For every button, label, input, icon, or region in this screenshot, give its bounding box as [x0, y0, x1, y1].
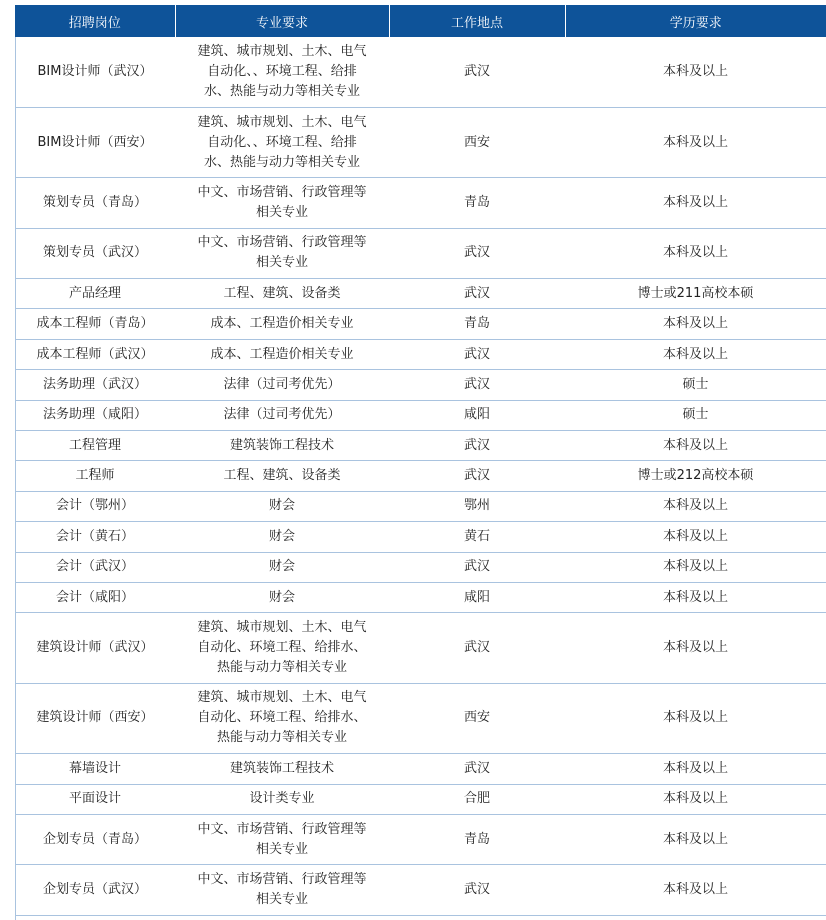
- header-location: 工作地点: [389, 5, 565, 37]
- header-position: 招聘岗位: [15, 5, 175, 37]
- cell-major: 成本、工程造价相关专业: [175, 339, 389, 369]
- cell-position: 法务助理（咸阳）: [15, 400, 175, 430]
- cell-education: 本科及以上: [565, 784, 826, 814]
- cell-major: 法律（过司考优先）: [175, 370, 389, 400]
- table-row: [15, 683, 826, 753]
- cell-major: 建筑装饰工程技术: [175, 754, 389, 784]
- table-row: [15, 339, 826, 369]
- header-row: [15, 5, 826, 37]
- cell-location: 西安: [389, 683, 565, 753]
- cell-education: 本科及以上: [565, 582, 826, 612]
- cell-position: 会计（鄂州）: [15, 491, 175, 521]
- cell-position: 幕墙设计: [15, 754, 175, 784]
- table-row: [15, 784, 826, 814]
- cell-major: 设计类专业: [175, 784, 389, 814]
- cell-education: 本科及以上: [565, 309, 826, 339]
- cell-major: 成本、工程造价相关专业: [175, 309, 389, 339]
- cell-position: 策划专员（武汉）: [15, 228, 175, 278]
- header-major: 专业要求: [175, 5, 389, 37]
- cell-education: 博士或211高校本硕: [565, 279, 826, 309]
- cell-education: 本科及以上: [565, 339, 826, 369]
- cell-major: 法律（过司考优先）: [175, 400, 389, 430]
- cell-location: 武汉: [389, 370, 565, 400]
- cell-major: 财会: [175, 522, 389, 552]
- cell-position: BIM设计师（武汉）: [15, 37, 175, 107]
- table-row: [15, 754, 826, 784]
- cell-education: 本科及以上: [565, 613, 826, 683]
- table-row: [15, 400, 826, 430]
- cell-location: 黄石: [389, 522, 565, 552]
- cell-location: 武汉: [389, 228, 565, 278]
- cell-location: 青岛: [389, 814, 565, 864]
- cell-position: 工程管理: [15, 431, 175, 461]
- recruitment-table: [15, 5, 826, 916]
- cell-education: 硕士: [565, 400, 826, 430]
- cell-education: 本科及以上: [565, 814, 826, 864]
- cell-position: 企划专员（武汉）: [15, 865, 175, 915]
- cell-education: 本科及以上: [565, 491, 826, 521]
- cell-location: 武汉: [389, 552, 565, 582]
- table-header: [15, 5, 826, 37]
- cell-location: 咸阳: [389, 582, 565, 612]
- cell-education: 本科及以上: [565, 552, 826, 582]
- cell-location: 合肥: [389, 784, 565, 814]
- cell-location: 武汉: [389, 279, 565, 309]
- table-row: [15, 613, 826, 683]
- cell-education: 本科及以上: [565, 178, 826, 228]
- table-row: [15, 865, 826, 915]
- cell-major: 建筑、城市规划、土木、电气自动化、环境工程、给排水、热能与动力等相关专业: [175, 613, 389, 683]
- cell-major: 中文、市场营销、行政管理等相关专业: [175, 178, 389, 228]
- table-row: [15, 107, 826, 177]
- table-row: [15, 814, 826, 864]
- cell-position: 工程师: [15, 461, 175, 491]
- cell-education: 本科及以上: [565, 865, 826, 915]
- cell-location: 武汉: [389, 37, 565, 107]
- cell-education: 本科及以上: [565, 228, 826, 278]
- cell-education: 本科及以上: [565, 37, 826, 107]
- cell-major: 建筑、城市规划、土木、电气自动化、环境工程、给排水、热能与动力等相关专业: [175, 683, 389, 753]
- table-row: [15, 491, 826, 521]
- table-row: [15, 431, 826, 461]
- cell-position: 会计（黄石）: [15, 522, 175, 552]
- table-row: [15, 279, 826, 309]
- cell-position: 建筑设计师（西安）: [15, 683, 175, 753]
- cell-education: 本科及以上: [565, 522, 826, 552]
- cell-major: 财会: [175, 491, 389, 521]
- cell-education: 本科及以上: [565, 683, 826, 753]
- table-row: [15, 582, 826, 612]
- cell-location: 咸阳: [389, 400, 565, 430]
- table-body: [15, 37, 826, 915]
- cell-major: 建筑装饰工程技术: [175, 431, 389, 461]
- cell-position: 成本工程师（青岛）: [15, 309, 175, 339]
- cell-position: BIM设计师（西安）: [15, 107, 175, 177]
- cell-education: 本科及以上: [565, 754, 826, 784]
- table-row: [15, 309, 826, 339]
- table-row: [15, 178, 826, 228]
- cell-position: 会计（武汉）: [15, 552, 175, 582]
- cell-location: 武汉: [389, 754, 565, 784]
- table-row: [15, 552, 826, 582]
- cell-major: 财会: [175, 582, 389, 612]
- cell-position: 策划专员（青岛）: [15, 178, 175, 228]
- cell-location: 武汉: [389, 431, 565, 461]
- cell-major: 财会: [175, 552, 389, 582]
- cell-position: 建筑设计师（武汉）: [15, 613, 175, 683]
- cell-education: 硕士: [565, 370, 826, 400]
- cell-location: 青岛: [389, 178, 565, 228]
- recruitment-table-container: [15, 5, 826, 916]
- cell-location: 武汉: [389, 865, 565, 915]
- cell-major: 中文、市场营销、行政管理等相关专业: [175, 814, 389, 864]
- cell-location: 青岛: [389, 309, 565, 339]
- cell-location: 武汉: [389, 339, 565, 369]
- cell-position: 成本工程师（武汉）: [15, 339, 175, 369]
- cell-major: 工程、建筑、设备类: [175, 279, 389, 309]
- table-row: [15, 370, 826, 400]
- cell-major: 工程、建筑、设备类: [175, 461, 389, 491]
- cell-position: 产品经理: [15, 279, 175, 309]
- cell-major: 中文、市场营销、行政管理等相关专业: [175, 228, 389, 278]
- cell-education: 本科及以上: [565, 431, 826, 461]
- header-education: 学历要求: [565, 5, 826, 37]
- cell-major: 中文、市场营销、行政管理等相关专业: [175, 865, 389, 915]
- table-row: [15, 461, 826, 491]
- cell-location: 西安: [389, 107, 565, 177]
- cell-location: 武汉: [389, 461, 565, 491]
- cell-position: 会计（咸阳）: [15, 582, 175, 612]
- cell-location: 鄂州: [389, 491, 565, 521]
- cell-position: 平面设计: [15, 784, 175, 814]
- table-row: [15, 228, 826, 278]
- cell-education: 博士或212高校本硕: [565, 461, 826, 491]
- table-row: [15, 522, 826, 552]
- cell-major: 建筑、城市规划、土木、电气自动化、、环境工程、给排水、热能与动力等相关专业: [175, 107, 389, 177]
- cell-position: 企划专员（青岛）: [15, 814, 175, 864]
- table-row: [15, 37, 826, 107]
- cell-major: 建筑、城市规划、土木、电气自动化、、环境工程、给排水、热能与动力等相关专业: [175, 37, 389, 107]
- cell-education: 本科及以上: [565, 107, 826, 177]
- cell-location: 武汉: [389, 613, 565, 683]
- cell-position: 法务助理（武汉）: [15, 370, 175, 400]
